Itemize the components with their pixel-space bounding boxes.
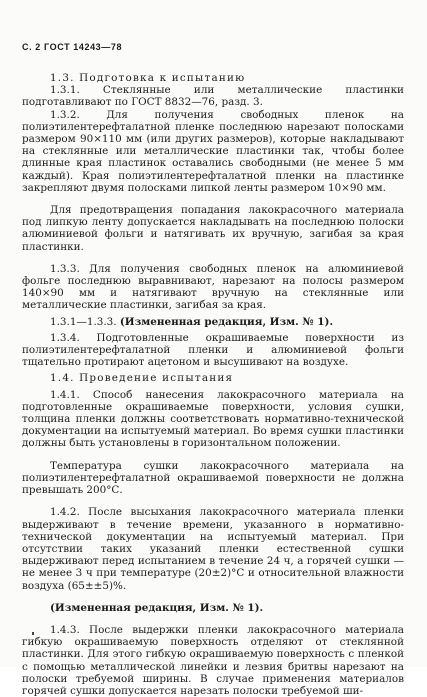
revision-note-1-text: (Измененная редакция, Изм. № 1).	[119, 315, 334, 328]
section-1-3-heading: 1.3. Подготовка к испытанию	[50, 72, 246, 84]
section-1-4-heading: 1.4. Проведение испытания	[50, 372, 234, 385]
paragraph-1-4-1: 1.4.1. Способ нанесения лакокрасочного материала на подготовленные окрашиваемые поверхности, условия сушки, толщина пленки должны соответствовать нормативно-технической документации на испытуемый материал. Во время сушки пластинки должны быть установлены в горизонтальном положении.	[22, 388, 404, 450]
document-body	[22, 72, 404, 697]
paragraph-1-3-2: 1.3.2. Для получения свободных пленок на полиэтилентерефталатной пленке последнюю нарезают полосками размером 90×110 мм (или других размеров), которые накладывают на стеклянные или металлические пластинки так, чтобы более длинные края пластинок оставались свободными (не менее 5 мм каждый). Края полиэтилентерефталатной пленки на пластинке закрепляют двумя полосками липкой ленты размером 10×90 мм.	[22, 108, 404, 194]
paragraph-1-3-2-note: Для предотвращения попадания лакокрасочного материала под липкую ленту допускается накладывать на последнюю полоски алюминиевой фольги и натягивать их вручную, загибая за края пластинки.	[22, 204, 404, 253]
paragraph-1-3-1: 1.3.1. Стеклянные или металлические пластинки подготавливают по ГОСТ 8832—76, разд. 3.	[22, 84, 404, 109]
page-mark	[32, 632, 34, 635]
paragraph-1-4-1-temperature: Температура сушки лакокрасочного материала на полиэтилентерефталатной окрашиваемой поверхности не должна превышать 200°С.	[22, 459, 404, 497]
revision-note-1-ref: 1.3.1—1.3.3.	[50, 315, 117, 328]
revision-note-1	[22, 316, 404, 328]
paragraph-1-4-2: 1.4.2. После высыхания лакокрасочного материала пленки выдерживают в течение времени, указанного в нормативно-технической документации на испытуемый материал. При отсутствии таких указаний пленки естественной сушки выдерживают перед испытанием в течение 24 ч, а горячей сушки — не менее 3 ч при температуре (20±2)°С и относительной влажности воздуха (65±±5)%.	[22, 506, 404, 592]
paragraph-1-4-3: 1.4.3. После выдержки пленки лакокрасочного материала гибкую окрашиваемую поверхность отделяют от стеклянной пластинки. Для этого гибкую окрашиваемую поверхность с пленкой с помощью металлической линейки и лезвия бритвы нарезают на полоски требуемой ширины. В случае применения материалов горячей сушки допускается нарезать полоски требуемой ши-	[22, 623, 404, 697]
paragraph-1-3-4: 1.3.4. Подготовленные окрашиваемые поверхности из полиэтилентерефталатной пленки и алюминиевой фольги тщательно протирают ацетоном и высушивают на воздухе.	[22, 331, 404, 369]
paragraph-1-3-3: 1.3.3. Для получения свободных пленок на алюминиевой фольге последнюю выравнивают, нарезают на полосы размером 140×90 мм и натягивают вручную на стеклянные или металлические пластинки, загибая за края.	[22, 262, 404, 312]
revision-note-2: (Измененная редакция, Изм. № 1).	[50, 601, 264, 614]
page-header: С. 2 ГОСТ 14243—78	[22, 42, 123, 52]
